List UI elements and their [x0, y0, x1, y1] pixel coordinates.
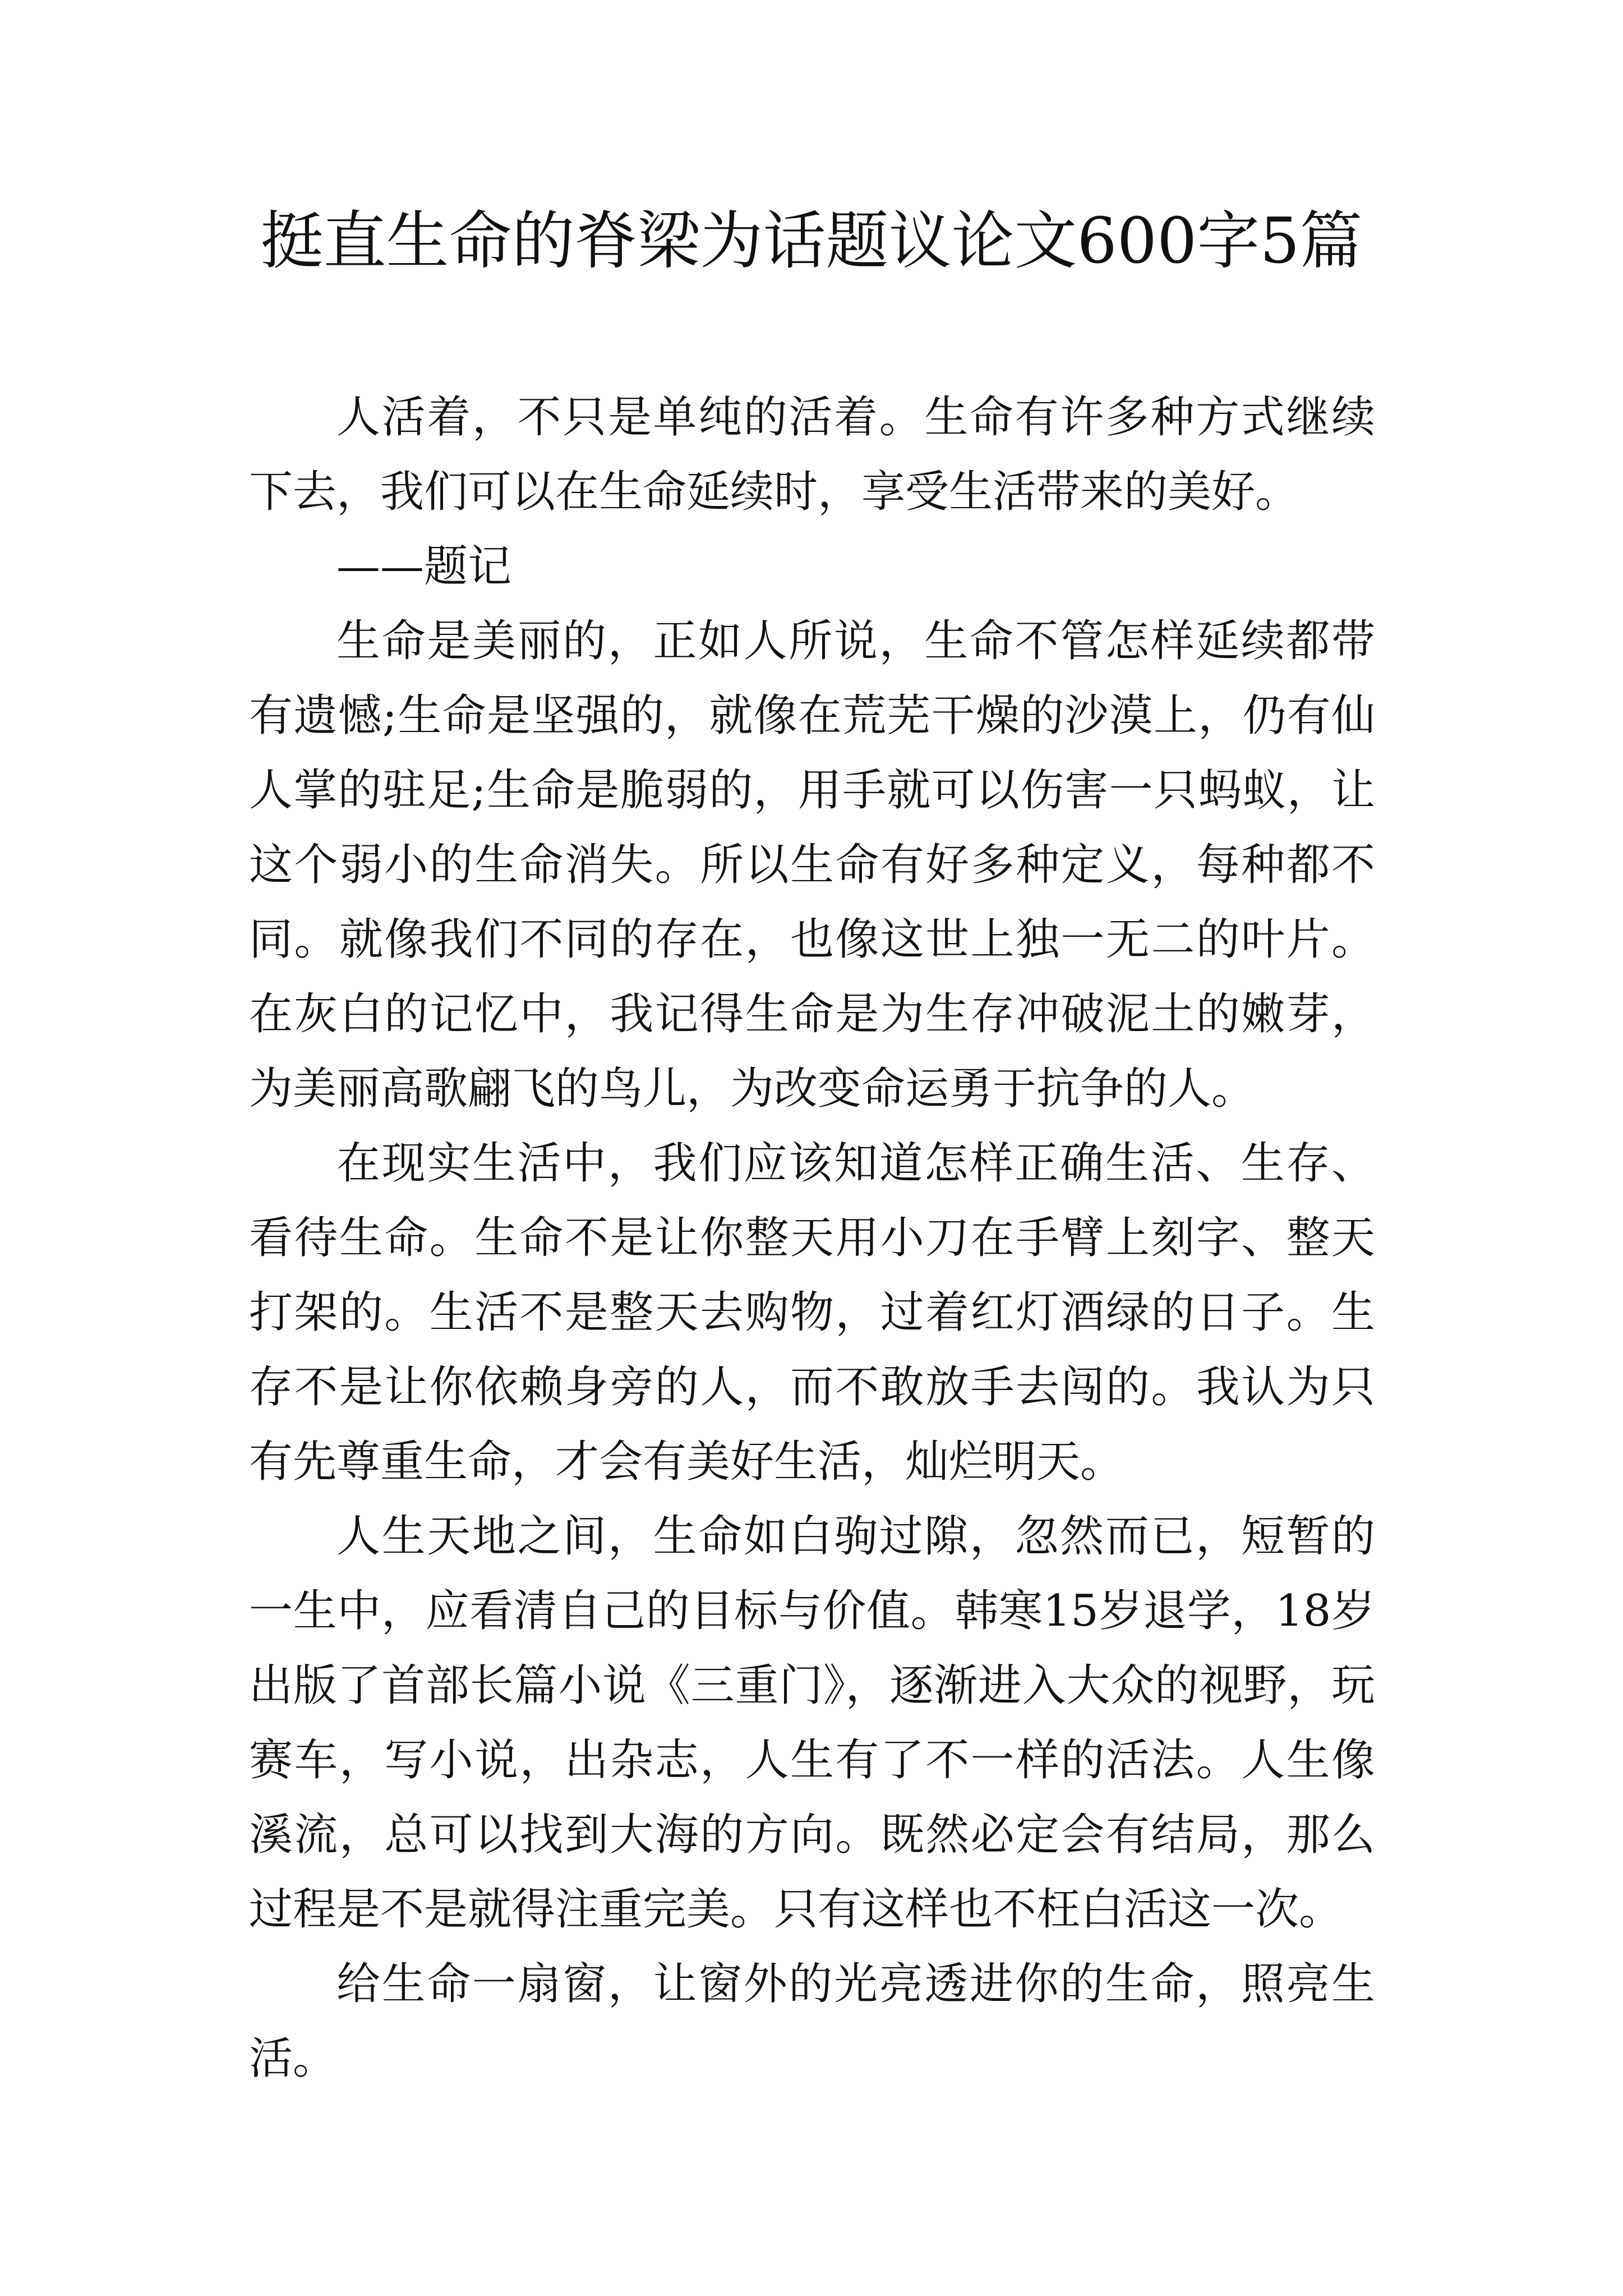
paragraph-life-definition: 生命是美丽的，正如人所说，生命不管怎样延续都带有遗憾;生命是坚强的，就像在荒芜干燥的沙漠上，仍有仙人掌的驻足;生命是脆弱的，用手就可以伤害一只蚂蚁，让这个弱小的生命消失。所以生命有好多种定义，每种都不同。就像我们不同的存在，也像这世上独一无二的叶片。在灰白的记忆中，我记得生命是为生存冲破泥土的嫩芽，为美丽高歌翩飞的鸟儿，为改变命运勇于抗争的人。: [249, 616, 1375, 1114]
paragraph-intro: 人活着，不只是单纯的活着。生命有许多种方式继续下去，我们可以在生命延续时，享受生活带来的美好。: [249, 392, 1375, 517]
paragraph-real-life: 在现实生活中，我们应该知道怎样正确生活、生存、看待生命。生命不是让你整天用小刀在手臂上刻字、整天打架的。生活不是整天去购物，过着红灯酒绿的日子。生存不是让你依赖身旁的人，而不敢放手去闯的。我认为只有先尊重生命，才会有美好生活，灿烂明天。: [249, 1138, 1375, 1487]
paragraph-life-value: 人生天地之间，生命如白驹过隙，忽然而已，短暂的一生中，应看清自己的目标与价值。韩寒15岁退学，18岁出版了首部长篇小说《三重门》，逐渐进入大众的视野，玩赛车，写小说，出杂志，人生有了不一样的活法。人生像溪流，总可以找到大海的方向。既然必定会有结局，那么过程是不是就得注重完美。只有这样也不枉白活这一次。: [249, 1511, 1375, 1935]
document-body: [249, 380, 1375, 2096]
paragraph-epigraph-note: ——题记: [336, 541, 512, 592]
paragraph-window: 给生命一扇窗，让窗外的光亮透进你的生命，照亮生活。: [249, 1959, 1375, 2084]
document-title: 挺直生命的脊梁为话题议论文600字5篇: [260, 205, 1363, 278]
